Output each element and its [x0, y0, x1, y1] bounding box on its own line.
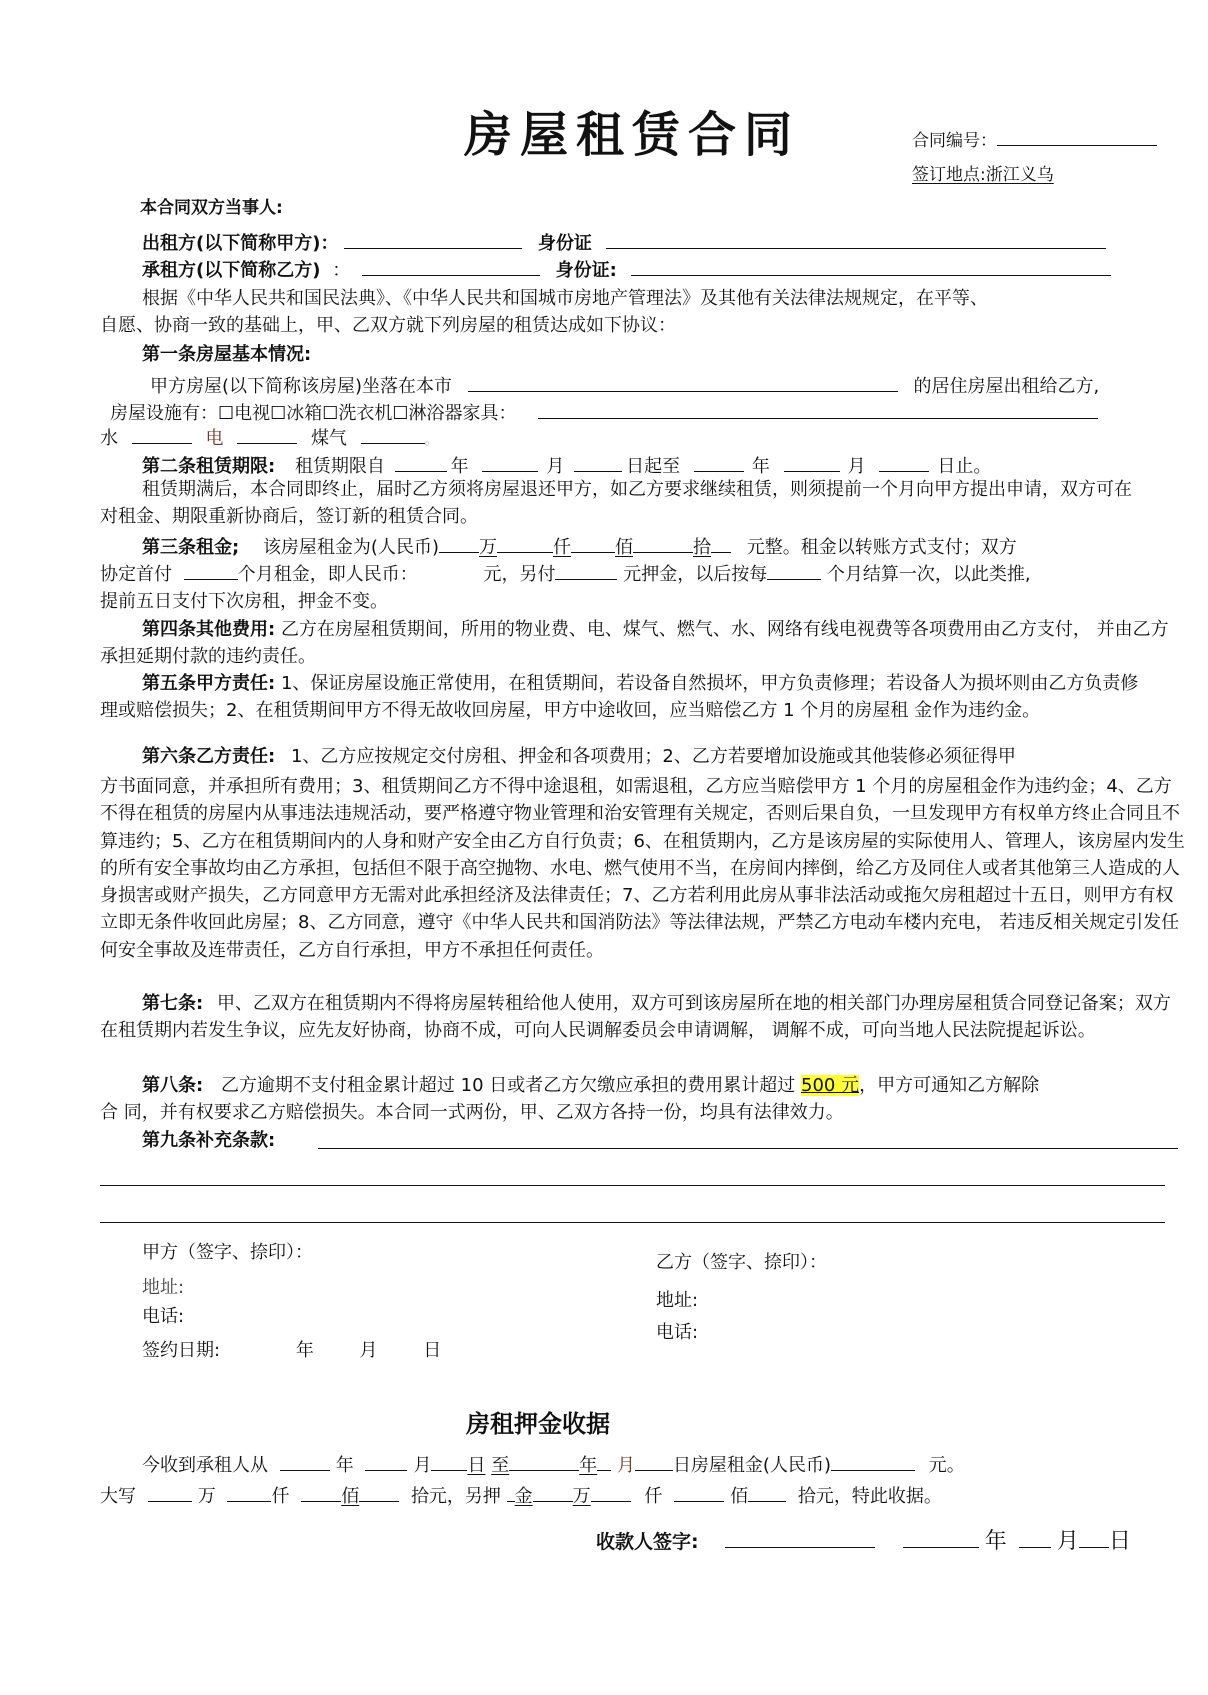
capital-shi-field[interactable]	[359, 1483, 399, 1502]
article1-location-row	[150, 372, 1099, 398]
lessee-label: 承租方(以下简称乙方)	[142, 260, 321, 281]
receipt-sign-year-field[interactable]	[903, 1528, 979, 1548]
water-label: 水	[100, 428, 118, 449]
capital-qian-field[interactable]	[227, 1483, 271, 1502]
to-year-field[interactable]	[694, 453, 744, 472]
lease-from-label: 租赁期限自	[294, 456, 385, 477]
lessor-name-field[interactable]	[344, 230, 522, 249]
article5-body: 1、保证房屋设施正常使用，在租赁期间，若设备自然损坏，甲方负责修理；若设备人为损坏则由乙方负责修理或赔偿损失；2、在租赁期间甲方不得无故收回房屋，甲方中途收回，应当赔偿乙方 1 个月的房屋租 金作为违约金。	[100, 673, 1139, 721]
deposit-wan-field[interactable]	[533, 1483, 573, 1502]
penalty-amount: 500 元	[801, 1075, 860, 1096]
sign-month-label: 月	[359, 1340, 378, 1361]
rent-suffix: 元整。租金以转账方式支付；双方	[746, 537, 1017, 558]
receipt-sign-year-label: 年	[984, 1529, 1007, 1554]
from-month-label: 月	[546, 456, 565, 477]
wan-label: 万	[478, 537, 497, 558]
party-b-address-label: 地址:	[656, 1290, 699, 1311]
sign-date-row	[142, 1336, 441, 1362]
deposit-field[interactable]	[555, 561, 617, 580]
party-b-sign-label: 乙方（签字、捺印）：	[656, 1252, 827, 1273]
lessee-row	[142, 256, 1111, 282]
receipt-to-day-field[interactable]	[635, 1452, 673, 1471]
receipt-month-label: 月	[413, 1455, 432, 1476]
bai-label: 佰	[614, 537, 633, 558]
deposit-qian-field[interactable]	[591, 1483, 631, 1502]
supplement-line-2[interactable]	[100, 1185, 1165, 1186]
article6-body: 方书面同意，并承担所有费用；3、租赁期间乙方不得中途退租，如需退租，乙方应当赔偿甲方 1 个月的房屋租金作为违约金；4、乙方不得在租赁的房屋内从事违法违规活动，要严格遵守物业管理和治安管理有关规定，否则后果自负，一旦发现甲方有权单方终止合同且不算违约；5、乙方在租赁期间内的人身和财产安全由乙方自行负责；6、在租赁期内，乙方是该房屋的实际使用人、管理人，该房屋内发生的所有安全事故均由乙方承担，包括但不限于高空抛物、水电、燃气使用不当，在房间内摔倒，给乙方及同住人或者其他第三人造成的人身损害或财产损失，乙方同意甲方无需对此承担经济及法律责任；7、乙方若利用此房从事非法活动或拖欠房租超过十五日，则甲方有权立即无条件收回此房屋；8、乙方同意，遵守《中华人民共和国消防法》等法律法规，严禁乙方电动车楼内充电， 若违反相关规定引发任何安全事故及连带责任，乙方自行承担，甲方不承担任何责任。	[100, 776, 1185, 961]
receipt-to-month-label: 月	[616, 1455, 635, 1476]
article8-line1	[142, 1071, 1039, 1097]
article8-post: ，甲方可通知乙方解除	[859, 1075, 1040, 1096]
receipt-title: 房租押金收据	[466, 1410, 610, 1438]
article6-first-line: 1、乙方应按规定交付房租、押金和各项费用；2、乙方若要增加设施或其他装修必须征得甲	[290, 746, 1016, 767]
deposit-label: 拾元，另押	[410, 1486, 501, 1507]
from-year-field[interactable]	[395, 453, 447, 472]
water-field[interactable]	[132, 425, 192, 444]
receipt-from-label: 今收到承租人从	[142, 1455, 268, 1476]
to-month-field[interactable]	[784, 453, 840, 472]
receipt-to-year-field[interactable]	[509, 1452, 579, 1471]
article6-heading: 第六条乙方责任:	[142, 746, 276, 767]
from-day-field[interactable]	[574, 453, 622, 472]
rent-wan-field[interactable]	[439, 534, 479, 553]
article3-row2	[100, 560, 1031, 586]
settle-months-field[interactable]	[767, 561, 821, 580]
article7-body: 甲、乙双方在租赁期内不得将房屋转租给他人使用，双方可到该房屋所在地的相关部门办理房屋租赁合同登记备案；双方在租赁期内若发生争议，应先友好协商，协商不成，可向人民调解委员会申请调解， 调解不成，可向当地人民法院提起诉讼。	[100, 993, 1171, 1041]
facilities-row	[110, 399, 1098, 425]
receipt-line2	[100, 1482, 942, 1508]
sign-date-label: 签约日期:	[142, 1340, 221, 1361]
sign-day-label: 日	[423, 1340, 442, 1361]
receipt-from-year-field[interactable]	[280, 1452, 330, 1471]
sign-place-text: 签订地点:浙江义乌	[912, 165, 1054, 185]
to-year-label: 年	[751, 456, 770, 477]
electric-label: 电	[205, 428, 224, 449]
sign-year-label: 年	[295, 1340, 314, 1361]
receipt-day-label: 日	[467, 1455, 486, 1476]
rent-shi-field[interactable]	[633, 534, 693, 553]
rent-tail-field[interactable]	[711, 534, 731, 553]
lessee-id-label: 身份证:	[555, 260, 617, 281]
utilities-end: 。	[424, 433, 438, 448]
contract-number	[912, 126, 1157, 151]
receipt-to-year-label: 年	[579, 1455, 598, 1476]
from-month-field[interactable]	[482, 453, 538, 472]
lessor-id-label: 身份证	[537, 233, 592, 254]
gas-label: 煤气	[310, 428, 347, 449]
page-title: 房屋租赁合同	[464, 107, 801, 163]
supplement-line-3[interactable]	[100, 1222, 1165, 1223]
article5-heading: 第五条甲方责任:	[142, 673, 276, 694]
shi-label: 拾	[692, 537, 711, 558]
article9-heading: 第九条补充条款:	[142, 1130, 276, 1151]
to-month-label: 月	[847, 456, 866, 477]
article2-heading: 第二条租赁期限:	[142, 456, 276, 477]
receipt-line1	[142, 1451, 965, 1477]
settle-suffix: 个月结算一次，以此类推,	[826, 564, 1031, 585]
receipt-signer-row	[596, 1524, 1131, 1555]
qian-label: 仟	[552, 537, 571, 558]
rent-prefix: 该房屋租金为(人民币)	[262, 537, 439, 558]
receipt-sign-day-field[interactable]	[1079, 1528, 1109, 1548]
first-rent-label: 个月租金，即人民币：	[237, 564, 418, 585]
first-pay-label: 协定首付	[100, 564, 172, 585]
article3-row1	[142, 533, 1017, 559]
signer-label: 收款人签字:	[596, 1531, 699, 1553]
deposit-jin-label: 金	[514, 1486, 533, 1507]
preamble-line2: 自愿、协商一致的基础上，甲、乙双方就下列房屋的租赁达成如下协议：	[100, 315, 676, 336]
signer-field[interactable]	[725, 1528, 875, 1548]
supplement-line-1[interactable]	[318, 1148, 1178, 1149]
location-prefix: 甲方房屋(以下简称该房屋)坐落在本市	[150, 376, 453, 397]
party-a-address-label: 地址:	[142, 1277, 185, 1298]
deposit-bai-label: 佰	[730, 1486, 749, 1507]
article1-heading: 第一条房屋基本情况:	[142, 344, 312, 365]
receipt-sign-month-field[interactable]	[1019, 1528, 1051, 1548]
article7-heading: 第七条:	[142, 993, 204, 1014]
location-field[interactable]	[468, 373, 898, 392]
receipt-gap	[597, 1452, 611, 1471]
day-to-label: 日止。	[937, 456, 992, 477]
receipt-yuan-label: 元。	[928, 1455, 965, 1476]
article3-row3: 提前五日支付下次房租，押金不变。	[100, 591, 388, 612]
article8-text: 乙方逾期不支付租金累计超过 10 日或者乙方欠缴应承担的费用累计超过	[220, 1075, 796, 1096]
capital-bai-field[interactable]	[301, 1483, 341, 1502]
deposit-pre-label: 元，另付	[483, 564, 556, 585]
receipt-to-label: 至	[491, 1455, 510, 1476]
lessor-label: 出租方(以下简称甲方)：	[142, 233, 339, 254]
first-months-field[interactable]	[184, 561, 238, 580]
parties-intro: 本合同双方当事人:	[140, 198, 283, 218]
contract-number-field[interactable]	[997, 128, 1157, 146]
deposit-wan-label: 万	[572, 1486, 591, 1507]
lessee-name-field[interactable]	[362, 257, 540, 276]
preamble-line1: 根据《中华人民共和国民法典》、《中华人民共和国城市房地产管理法》及其他有关法律法规规定，在平等、	[142, 288, 988, 309]
capital-qian-label: 仟	[271, 1486, 290, 1507]
party-b-phone-label: 电话:	[656, 1322, 699, 1343]
deposit-shi-field[interactable]	[748, 1483, 786, 1502]
receipt-rent-field[interactable]	[831, 1452, 915, 1471]
deposit-pad	[507, 1483, 515, 1502]
capital-wan-field[interactable]	[148, 1483, 192, 1502]
deposit-bai-field[interactable]	[674, 1483, 724, 1502]
article6-line1	[142, 742, 1016, 768]
receipt-sign-day-label: 日	[1108, 1529, 1131, 1554]
capital-label: 大写	[100, 1486, 136, 1507]
deposit-qian-label: 仟	[644, 1486, 663, 1507]
article3-heading: 第三条租金;	[142, 537, 240, 558]
lessee-colon: ：	[332, 260, 351, 281]
location-suffix: 的居住房屋出租给乙方,	[913, 376, 1100, 397]
to-day-field[interactable]	[879, 453, 929, 472]
rent-qian-field[interactable]	[497, 534, 553, 553]
article4	[100, 616, 1180, 670]
lessee-id-field[interactable]	[631, 257, 1111, 276]
receipt-from-day-field[interactable]	[431, 1452, 467, 1471]
settle-label: 元押金，以后按每	[623, 564, 768, 585]
lessor-id-field[interactable]	[606, 230, 1106, 249]
receipt-from-month-field[interactable]	[365, 1452, 407, 1471]
capital-wan-label: 万	[197, 1486, 216, 1507]
party-a-sign-label: 甲方（签字、捺印）：	[142, 1242, 313, 1263]
article4-heading: 第四条其他费用:	[142, 619, 276, 640]
from-year-label: 年	[450, 456, 469, 477]
article2-row	[142, 452, 991, 478]
party-a-phone-label: 电话:	[142, 1306, 185, 1327]
article2-body: 租赁期满后，本合同即终止，届时乙方须将房屋退还甲方，如乙方要求继续租赁，则须提前一个月向甲方提出申请，双方可在对租金、期限重新协商后，签订新的租赁合同。	[100, 479, 1132, 527]
article7	[100, 990, 1185, 1044]
article8-heading: 第八条:	[142, 1075, 204, 1096]
receipt-year-label: 年	[335, 1455, 354, 1476]
day-from-label: 日起至	[626, 456, 681, 477]
contract-number-label: 合同编号：	[912, 131, 997, 151]
article5	[100, 670, 1140, 724]
receipt-sign-month-label: 月	[1056, 1529, 1079, 1554]
receipt-end-label: 拾元，特此收据。	[797, 1486, 942, 1507]
capital-bai-label: 佰	[341, 1486, 360, 1507]
article8-line2: 合 同，并有权要求乙方赔偿损失。本合同一式两份，甲、乙双方各持一份，均具有法律效力。	[100, 1102, 844, 1123]
furniture-field[interactable]	[538, 400, 1098, 419]
receipt-rent-label: 日房屋租金(人民币)	[672, 1455, 831, 1476]
electric-field[interactable]	[237, 425, 297, 444]
utilities-row	[100, 424, 438, 450]
facilities-text: 房屋设施有：☐电视☐冰箱☐洗衣机☐淋浴器家具：	[110, 403, 517, 424]
lessor-row	[142, 229, 1106, 255]
article4-body: 乙方在房屋租赁期间，所用的物业费、电、煤气、燃气、水、网络有线电视费等各项费用由乙方支付， 并由乙方承担延期付款的违约责任。	[100, 619, 1169, 667]
rent-bai-field[interactable]	[571, 534, 615, 553]
sign-place	[912, 160, 1084, 185]
gas-field[interactable]	[361, 425, 425, 444]
